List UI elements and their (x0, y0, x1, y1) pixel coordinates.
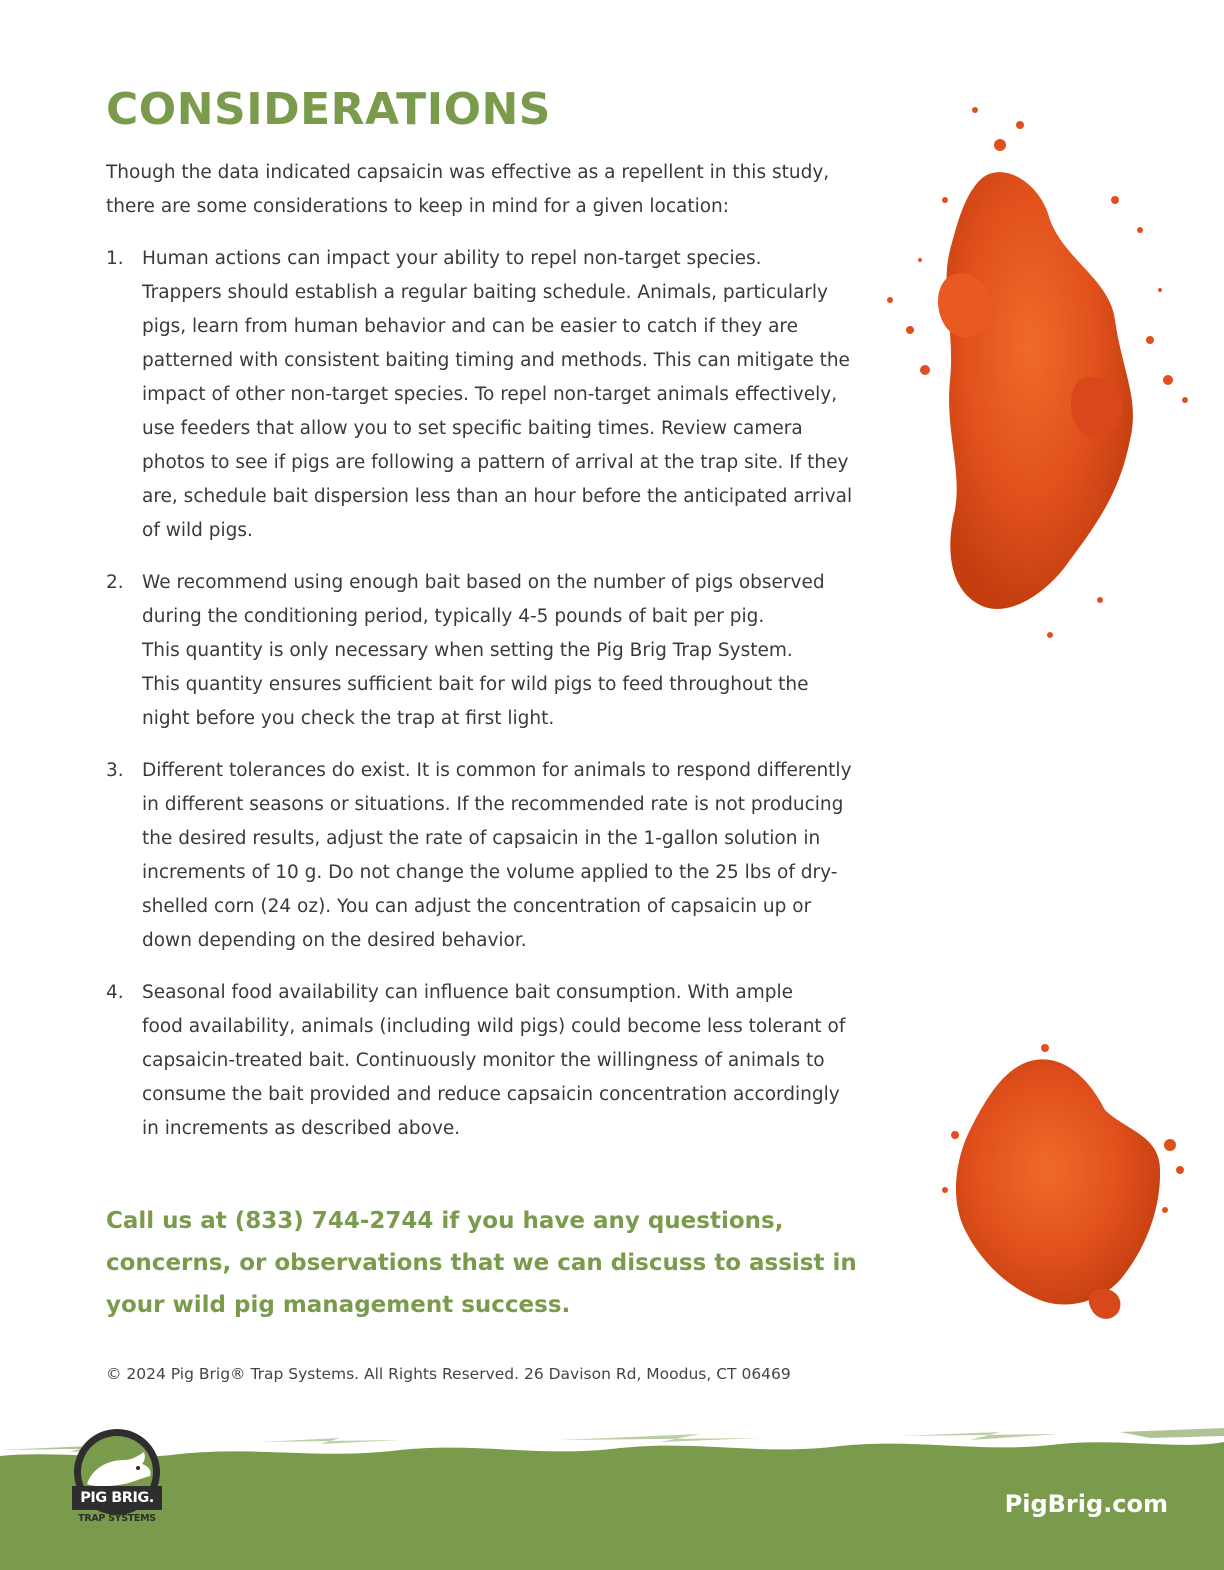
list-item-line: Trappers should establish a regular baiting schedule. Animals, particularly (142, 282, 828, 303)
list-item-line: consume the bait provided and reduce capsaicin concentration accordingly (142, 1084, 840, 1105)
list-item-number: 2. (106, 572, 124, 593)
list-item (106, 242, 866, 548)
list-item-line: Seasonal food availability can influence bait consumption. With ample (142, 982, 794, 1003)
list-item-number: 1. (106, 248, 124, 269)
list-item-line: This quantity is only necessary when setting the Pig Brig Trap System. (142, 640, 793, 661)
list-item-line: during the conditioning period, typically 4-5 pounds of bait per pig. (142, 606, 765, 627)
page-title: CONSIDERATIONS (106, 84, 551, 135)
list-item-line: night before you check the trap at first light. (142, 708, 555, 729)
list-item-line: food availability, animals (including wild pigs) could become less tolerant of (142, 1016, 846, 1037)
logo-subtitle: TRAP SYSTEMS (78, 1513, 156, 1524)
list-item (106, 566, 866, 736)
list-item-line: are, schedule bait dispersion less than an hour before the anticipated arrival (142, 486, 853, 507)
list-item-line: capsaicin-treated bait. Continuously monitor the willingness of animals to (142, 1050, 825, 1071)
list-item-line: We recommend using enough bait based on the number of pigs observed (142, 572, 825, 593)
intro-paragraph: Though the data indicated capsaicin was effective as a repellent in this study, there are some considerations to keep in mind for a given location: (106, 162, 830, 217)
list-item-number: 4. (106, 982, 124, 1003)
list-item-line: pigs, learn from human behavior and can be easier to catch if they are (142, 316, 799, 337)
call-to-action: Call us at (833) 744-2744 if you have any questions, concerns, or observations that we can discuss to assist in your wild pig management success. (106, 1208, 857, 1318)
list-item-line: patterned with consistent baiting timing and methods. This can mitigate the (142, 350, 850, 371)
website-link[interactable]: PigBrig.com (1004, 1490, 1168, 1518)
list-item-line: use feeders that allow you to set specific baiting times. Review camera (142, 418, 803, 439)
copyright-notice: © 2024 Pig Brig® Trap Systems. All Rights Reserved. 26 Davison Rd, Moodus, CT 06469 (106, 1365, 791, 1383)
considerations-list (106, 242, 866, 1164)
list-item-line: down depending on the desired behavior. (142, 930, 527, 951)
list-item-line: photos to see if pigs are following a pattern of arrival at the trap site. If they (142, 452, 849, 473)
list-item-line: in increments as described above. (142, 1118, 461, 1139)
spice-powder-image-top (850, 80, 1200, 660)
list-item-line: in different seasons or situations. If the recommended rate is not producing (142, 794, 844, 815)
list-item-line: shelled corn (24 oz). You can adjust the concentration of capsaicin up or (142, 896, 812, 917)
list-item-line: impact of other non-target species. To repel non-target animals effectively, (142, 384, 838, 405)
list-item-line: Different tolerances do exist. It is common for animals to respond differently (142, 760, 852, 781)
list-item-line: of wild pigs. (142, 520, 253, 541)
list-item-line: This quantity ensures sufficient bait for wild pigs to feed throughout the (142, 674, 809, 695)
spice-powder-image-bottom (925, 1040, 1195, 1330)
list-item-number: 3. (106, 760, 124, 781)
list-item (106, 754, 866, 958)
logo-wordmark: PIG BRIG. (72, 1486, 162, 1510)
list-item-line: increments of 10 g. Do not change the volume applied to the 25 lbs of dry- (142, 862, 838, 883)
list-item (106, 976, 866, 1146)
list-item-line: the desired results, adjust the rate of capsaicin in the 1-gallon solution in (142, 828, 821, 849)
list-item-line: Human actions can impact your ability to repel non-target species. (142, 248, 762, 269)
